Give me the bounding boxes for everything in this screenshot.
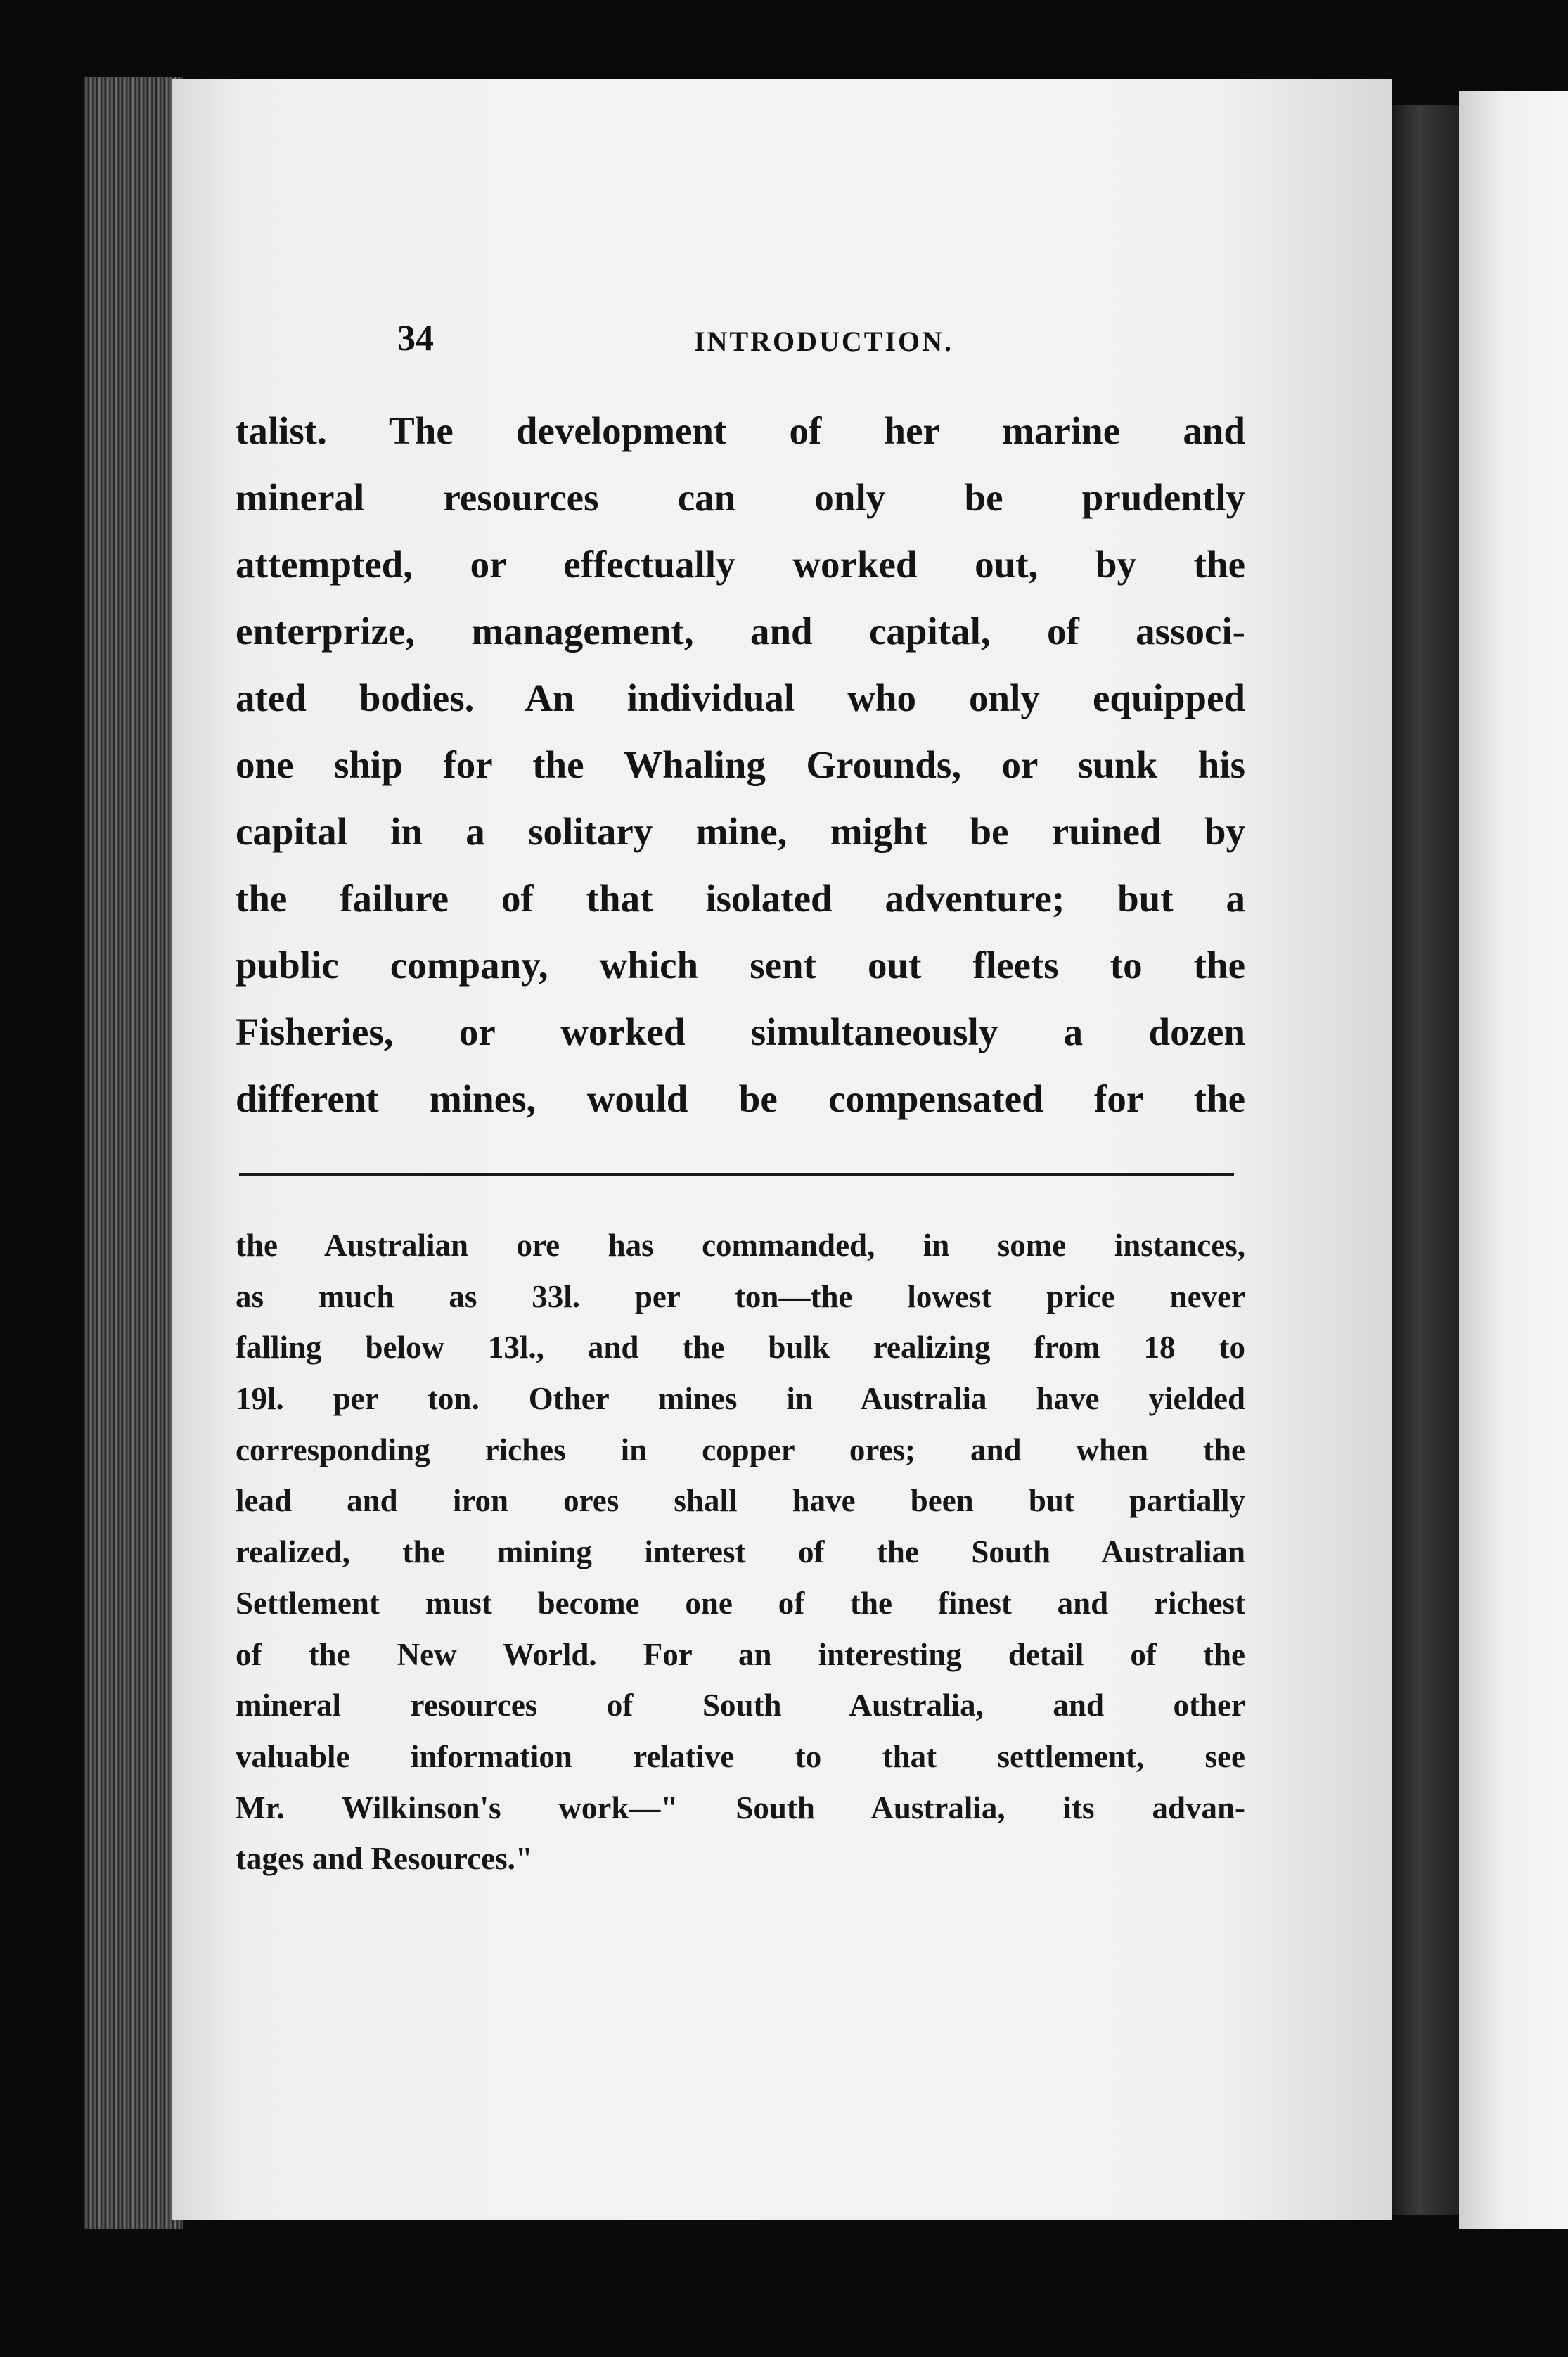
footnote-line: valuable information relative to that settlement, see <box>236 1738 1245 1774</box>
footnote <box>236 1220 1245 1884</box>
footnote-line: Settlement must become one of the finest and richest <box>236 1585 1245 1621</box>
running-title: INTRODUCTION. <box>694 326 954 357</box>
body-line: talist. The development of her marine and <box>236 409 1245 452</box>
body-line: ated bodies. An individual who only equipped <box>236 676 1245 719</box>
binding-gutter <box>84 77 183 2229</box>
footnote-line: falling below 13l., and the bulk realizing from 18 to <box>236 1330 1245 1366</box>
body-line: Fisheries, or worked simultaneously a dozen <box>236 1010 1245 1053</box>
facing-page-edge <box>1459 91 1568 2229</box>
footnote-line: the Australian ore has commanded, in some instances, <box>236 1228 1245 1263</box>
footnote-line: 19l. per ton. Other mines in Australia have yielded <box>236 1381 1245 1417</box>
footnote-rule <box>239 1173 1234 1176</box>
body-line: enterprize, management, and capital, of associ- <box>236 610 1245 653</box>
page-spine-shadow <box>1392 105 1459 2215</box>
footnote-line: lead and iron ores shall have been but partially <box>236 1483 1245 1519</box>
body-line: the failure of that isolated adventure; but a <box>236 877 1245 920</box>
footnote-line: tages and Resources." <box>236 1841 533 1877</box>
body-line: public company, which sent out fleets to the <box>236 944 1245 987</box>
page-number: 34 <box>397 319 434 359</box>
footnote-line: of the New World. For an interesting detail of the <box>236 1636 1245 1672</box>
footnote-line: mineral resources of South Australia, and other <box>236 1688 1245 1723</box>
body-line: capital in a solitary mine, might be ruined by <box>236 810 1245 853</box>
footnote-line: as much as 33l. per ton—the lowest price never <box>236 1278 1245 1314</box>
body-paragraph <box>236 397 1245 1132</box>
body-line: attempted, or effectually worked out, by the <box>236 543 1245 586</box>
body-line: different mines, would be compensated for the <box>236 1077 1245 1120</box>
body-line: one ship for the Whaling Grounds, or sunk his <box>236 743 1245 786</box>
footnote-line: Mr. Wilkinson's work—" South Australia, its advan- <box>236 1790 1245 1825</box>
running-head <box>172 318 1392 374</box>
footnote-line: realized, the mining interest of the South Australian <box>236 1534 1245 1570</box>
body-line: mineral resources can only be prudently <box>236 476 1245 519</box>
footnote-line: corresponding riches in copper ores; and when the <box>236 1432 1245 1467</box>
